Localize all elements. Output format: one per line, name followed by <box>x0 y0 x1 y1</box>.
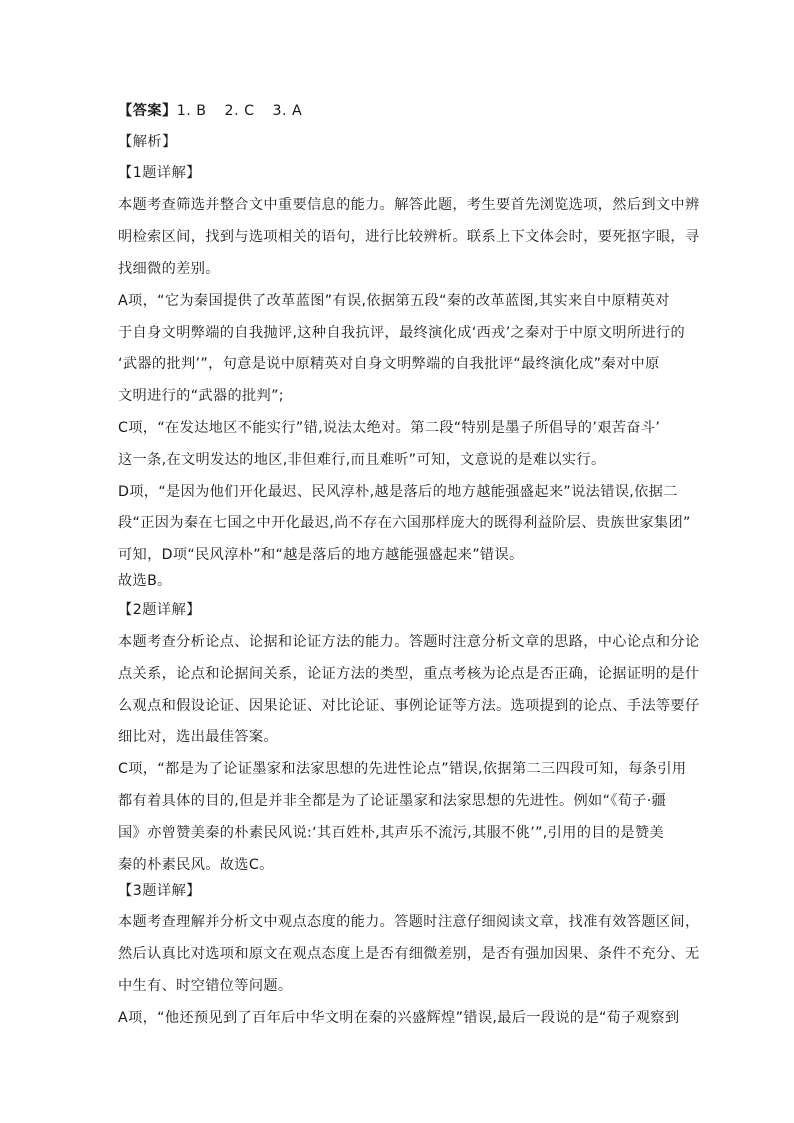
q1-line-8: C项，“在发达地区不能实行”错,说法太绝对。第二段“特别是墨子所倡导的’艰苦奋斗’ <box>118 420 661 436</box>
q2-line-5: C项，“都是为了论证墨家和法家思想的先进性论点”错误,依据第二三四段可知，每条引用 <box>118 761 687 777</box>
answer-label: 【答案】 <box>118 103 177 119</box>
q1-line-6: ‘武器的批判’”，句意是说中原精英对自身文明弊端的自我批评“最终演化成”秦对中原 <box>118 356 660 372</box>
q2-line-3: 么观点和假设论证、因果论证、对比论证、事例论证等方法。选项提到的论点、手法等要仔 <box>118 698 700 714</box>
q1-line-2: 明检索区间，找到与选项相关的语句，进行比较辨析。联系上下文体会时，要死抠字眼，寻 <box>118 229 700 245</box>
q2-heading: 【2题详解】 <box>118 602 201 618</box>
q1-line-5: 于自身文明弊端的自我抛评,这种自我抗评，最终演化成‘西戎’之秦对于中原文明所进行的 <box>118 325 686 341</box>
q3-line-4: A项，“他还预见到了百年后中华文明在秦的兴盛辉煌”错误,最后一段说的是“荀子观察到 <box>118 1010 680 1026</box>
q2-line-8: 秦的朴素民风。故选C。 <box>118 857 274 873</box>
q1-line-1: 本题考查筛选并整合文中重要信息的能力。解答此题，考生要首先浏览选项，然后到文中辨 <box>118 197 700 213</box>
q1-line-13: 故选B。 <box>118 573 172 589</box>
q2-line-4: 细比对，选出最佳答案。 <box>118 729 278 745</box>
answer-item-3: 3. A <box>272 103 303 119</box>
q1-line-7: 文明进行的“武器的批判”; <box>118 388 284 404</box>
q3-heading: 【3题详解】 <box>118 883 201 899</box>
q1-line-4: A项，“它为秦国提供了改革蓝图”有误,依据第五段“秦的改革蓝图,其实来自中原精英对 <box>118 293 670 309</box>
q3-line-1: 本题考查理解并分析文中观点态度的能力。答题时注意仔细阅读文章，找准有效答题区间， <box>118 914 700 930</box>
answer-item-2: 2. C <box>224 103 255 119</box>
q1-heading: 【1题详解】 <box>118 165 201 181</box>
q1-line-9: 这一条,在文明发达的地区,非但难行,而且难听”可知，文意说的是难以实行。 <box>118 452 606 468</box>
q2-line-7: 国》亦曾赞美秦的朴素民风说:‘其百姓朴,其声乐不流污,其服不佻’”,引用的目的是赞美 <box>118 825 664 841</box>
q1-line-12: 可知，D项“民风淳朴”和“越是落后的地方越能强盛起来”错误。 <box>118 547 524 563</box>
q1-line-11: 段“正因为秦在七国之中开化最迟,尚不存在六国那样庞大的既得利益阶层、贵族世家集团” <box>118 515 691 531</box>
analysis-heading: 【解析】 <box>118 134 177 150</box>
q3-line-2: 然后认真比对选项和原文在观点态度上是否有细微差别，是否有强加因果、条件不充分、无 <box>118 946 700 962</box>
q2-line-6: 都有着具体的目的,但是并非全都是为了论证墨家和法家思想的先进性。例如“《荀子·疆 <box>118 793 667 809</box>
answer-line <box>118 101 678 121</box>
q2-line-2: 点关系，论点和论据间关系，论证方法的类型，重点考核为论点是否正确，论据证明的是什 <box>118 666 700 682</box>
q1-line-10: D项，“是因为他们开化最迟、民风淳朴,越是落后的地方越能强盛起来”说法错误,依据二 <box>118 484 678 500</box>
q2-line-1: 本题考查分析论点、论据和论证方法的能力。答题时注意分析文章的思路，中心论点和分论 <box>118 634 700 650</box>
q1-line-3: 找细微的差别。 <box>118 261 220 277</box>
q3-line-3: 中生有、时空错位等问题。 <box>118 978 293 994</box>
answer-item-1: 1. B <box>176 103 207 119</box>
